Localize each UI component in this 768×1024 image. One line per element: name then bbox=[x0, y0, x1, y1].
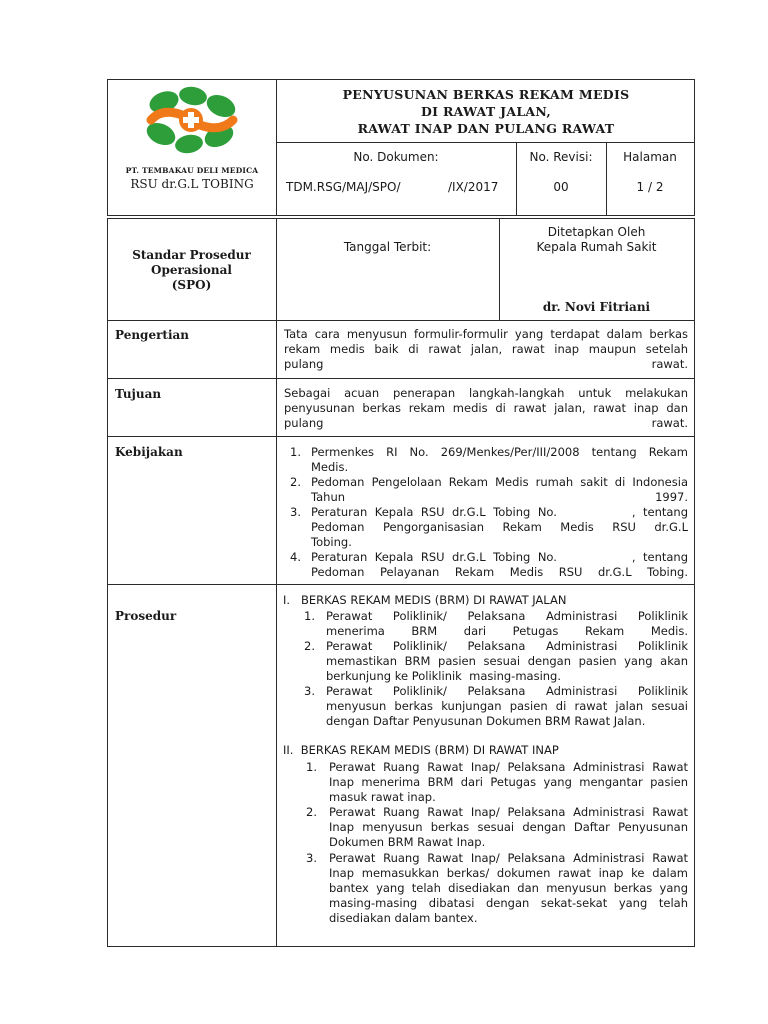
prosedur-2-2-line-3: Dokumen BRM Rawat Inap. bbox=[329, 835, 486, 849]
section-label-kebijakan: Kebijakan bbox=[115, 445, 183, 459]
table-border bbox=[694, 218, 695, 947]
spo-label-line-3: (SPO) bbox=[171, 278, 212, 292]
prosedur-1-3-line-3: dengan Daftar Penyusunan Dokumen BRM Rawat Jalan. bbox=[326, 714, 646, 728]
prosedur-1-1-line-1: Perawat Poliklinik/ Pelaksana Administrasi Poliklinik bbox=[326, 609, 688, 623]
kebijakan-3-line-2: Pedoman Pengorganisasian Rekam Medis RSU dr.G.L bbox=[311, 520, 688, 534]
kebijakan-1-line-2: Medis. bbox=[311, 460, 349, 474]
table-border bbox=[107, 79, 695, 80]
section-label-prosedur: Prosedur bbox=[115, 609, 177, 623]
table-border bbox=[107, 946, 695, 947]
prosedur-1-3-line-2: menyusun berkas kunjungan pasien di rawat jalan sesuai bbox=[326, 699, 688, 713]
approved-by-line-2: Kepala Rumah Sakit bbox=[536, 240, 657, 254]
prosedur-2-3-line-2: Inap memasukkan berkas/ dokumen rawat inap ke dalam bbox=[329, 866, 688, 880]
prosedur-1-2-line-3: berkunjung ke Poliklinik masing-masing. bbox=[326, 669, 562, 683]
signatory-name: dr. Novi Fitriani bbox=[542, 300, 651, 314]
list-number: 1. bbox=[304, 609, 315, 623]
pengertian-line-2: rekam medis baik di rawat jalan, rawat inap maupun setelah bbox=[284, 342, 688, 356]
list-number: 2. bbox=[304, 639, 315, 653]
spo-label-line-1: Standar Prosedur bbox=[132, 248, 251, 262]
spo-label-line-2: Operasional bbox=[151, 263, 232, 277]
list-number: 3. bbox=[304, 684, 315, 698]
prosedur-2-2-line-1: Perawat Ruang Rawat Inap/ Pelaksana Administrasi Rawat bbox=[329, 805, 688, 819]
table-border bbox=[107, 218, 695, 219]
list-number: 4. bbox=[290, 550, 301, 564]
revision-value: 00 bbox=[553, 180, 569, 194]
table-border bbox=[107, 436, 695, 437]
hospital-name: RSU dr.G.L TOBING bbox=[130, 177, 254, 191]
document-number-label: No. Dokumen: bbox=[353, 150, 439, 164]
document-title-line-3: RAWAT INAP DAN PULANG RAWAT bbox=[357, 121, 615, 136]
list-number: 3. bbox=[306, 851, 317, 865]
revision-label: No. Revisi: bbox=[529, 150, 593, 164]
list-number: 2. bbox=[290, 475, 301, 489]
kebijakan-4-line-1: Peraturan Kepala RSU dr.G.L Tobing No. , tentang bbox=[311, 550, 688, 564]
prosedur-part-1-heading: I. BERKAS REKAM MEDIS (BRM) DI RAWAT JALAN bbox=[283, 593, 567, 607]
prosedur-1-3-line-1: Perawat Poliklinik/ Pelaksana Administrasi Poliklinik bbox=[326, 684, 688, 698]
table-border bbox=[107, 320, 695, 321]
prosedur-2-3-line-3: bantex yang telah disediakan dan menyusun berkas yang bbox=[329, 881, 688, 895]
document-title-line-2: DI RAWAT JALAN, bbox=[421, 104, 551, 119]
kebijakan-2-line-2: Tahun 1997. bbox=[311, 490, 688, 504]
prosedur-2-2-line-2: Inap menyusun berkas sesuai dengan Daftar Penyusunan bbox=[329, 820, 688, 834]
prosedur-2-3-line-5: disediakan dalam bantex. bbox=[329, 911, 478, 925]
prosedur-2-1-line-2: Inap menerima BRM dari Petugas yang mengantar pasien bbox=[329, 775, 688, 789]
page-label: Halaman bbox=[623, 150, 677, 164]
kebijakan-3-line-3: Tobing. bbox=[311, 535, 352, 549]
tujuan-line-3: pulang rawat. bbox=[284, 416, 688, 430]
list-number: 1. bbox=[290, 445, 301, 459]
page-value: 1 / 2 bbox=[636, 180, 664, 194]
section-label-tujuan: Tujuan bbox=[115, 387, 162, 401]
tujuan-line-1: Sebagai acuan penerapan langkah-langkah untuk melakukan bbox=[284, 386, 688, 400]
approved-by-line-1: Ditetapkan Oleh bbox=[547, 225, 646, 239]
table-border bbox=[107, 79, 108, 216]
prosedur-1-1-line-2: menerima BRM dari Petugas Rekam Medis. bbox=[326, 624, 688, 638]
pengertian-line-1: Tata cara menyusun formulir-formulir yang terdapat dalam berkas bbox=[284, 327, 688, 341]
kebijakan-1-line-1: Permenkes RI No. 269/Menkes/Per/III/2008 tentang Rekam bbox=[311, 445, 688, 459]
kebijakan-2-line-1: Pedoman Pengelolaan Rekam Medis rumah sakit di Indonesia bbox=[311, 475, 688, 489]
table-border bbox=[694, 79, 695, 216]
table-border bbox=[276, 142, 695, 143]
prosedur-2-3-line-1: Perawat Ruang Rawat Inap/ Pelaksana Administrasi Rawat bbox=[329, 851, 688, 865]
kebijakan-3-line-1: Peraturan Kepala RSU dr.G.L Tobing No. , tentang bbox=[311, 505, 688, 519]
prosedur-1-2-line-1: Perawat Poliklinik/ Pelaksana Administrasi Poliklinik bbox=[326, 639, 688, 653]
tujuan-line-2: penyusunan berkas rekam medis di rawat jalan, rawat inap dan bbox=[284, 401, 688, 415]
prosedur-2-1-line-1: Perawat Ruang Rawat Inap/ Pelaksana Administrasi Rawat bbox=[329, 760, 688, 774]
table-border bbox=[107, 584, 695, 585]
section-label-pengertian: Pengertian bbox=[115, 328, 190, 342]
list-number: 1. bbox=[306, 760, 317, 774]
list-number: 2. bbox=[306, 805, 317, 819]
table-border bbox=[107, 378, 695, 379]
kebijakan-4-line-2: Pedoman Pelayanan Rekam Medis RSU dr.G.L Tobing. bbox=[311, 565, 688, 579]
table-border bbox=[107, 218, 108, 947]
issue-date-label: Tanggal Terbit: bbox=[343, 240, 432, 254]
list-number: 3. bbox=[290, 505, 301, 519]
prosedur-part-2-heading: II. BERKAS REKAM MEDIS (BRM) DI RAWAT INAP bbox=[283, 743, 559, 757]
hospital-logo-icon bbox=[143, 86, 239, 154]
document-title-line-1: PENYUSUNAN BERKAS REKAM MEDIS bbox=[342, 87, 630, 102]
table-border bbox=[276, 79, 277, 216]
company-name: PT. TEMBAKAU DELI MEDICA bbox=[125, 166, 259, 175]
prosedur-1-2-line-2: memastikan BRM pasien sesuai dengan pasien yang akan bbox=[326, 654, 688, 668]
pengertian-line-3: pulang rawat. bbox=[284, 357, 688, 371]
document-number-value-a: TDM.RSG/MAJ/SPO/ bbox=[286, 180, 401, 194]
table-border bbox=[276, 218, 277, 947]
prosedur-2-3-line-4: masing-masing dibatasi dengan sekat-sekat yang telah bbox=[329, 896, 688, 910]
document-number-value-b: /IX/2017 bbox=[448, 180, 499, 194]
prosedur-2-1-line-3: masuk rawat inap. bbox=[329, 790, 436, 804]
